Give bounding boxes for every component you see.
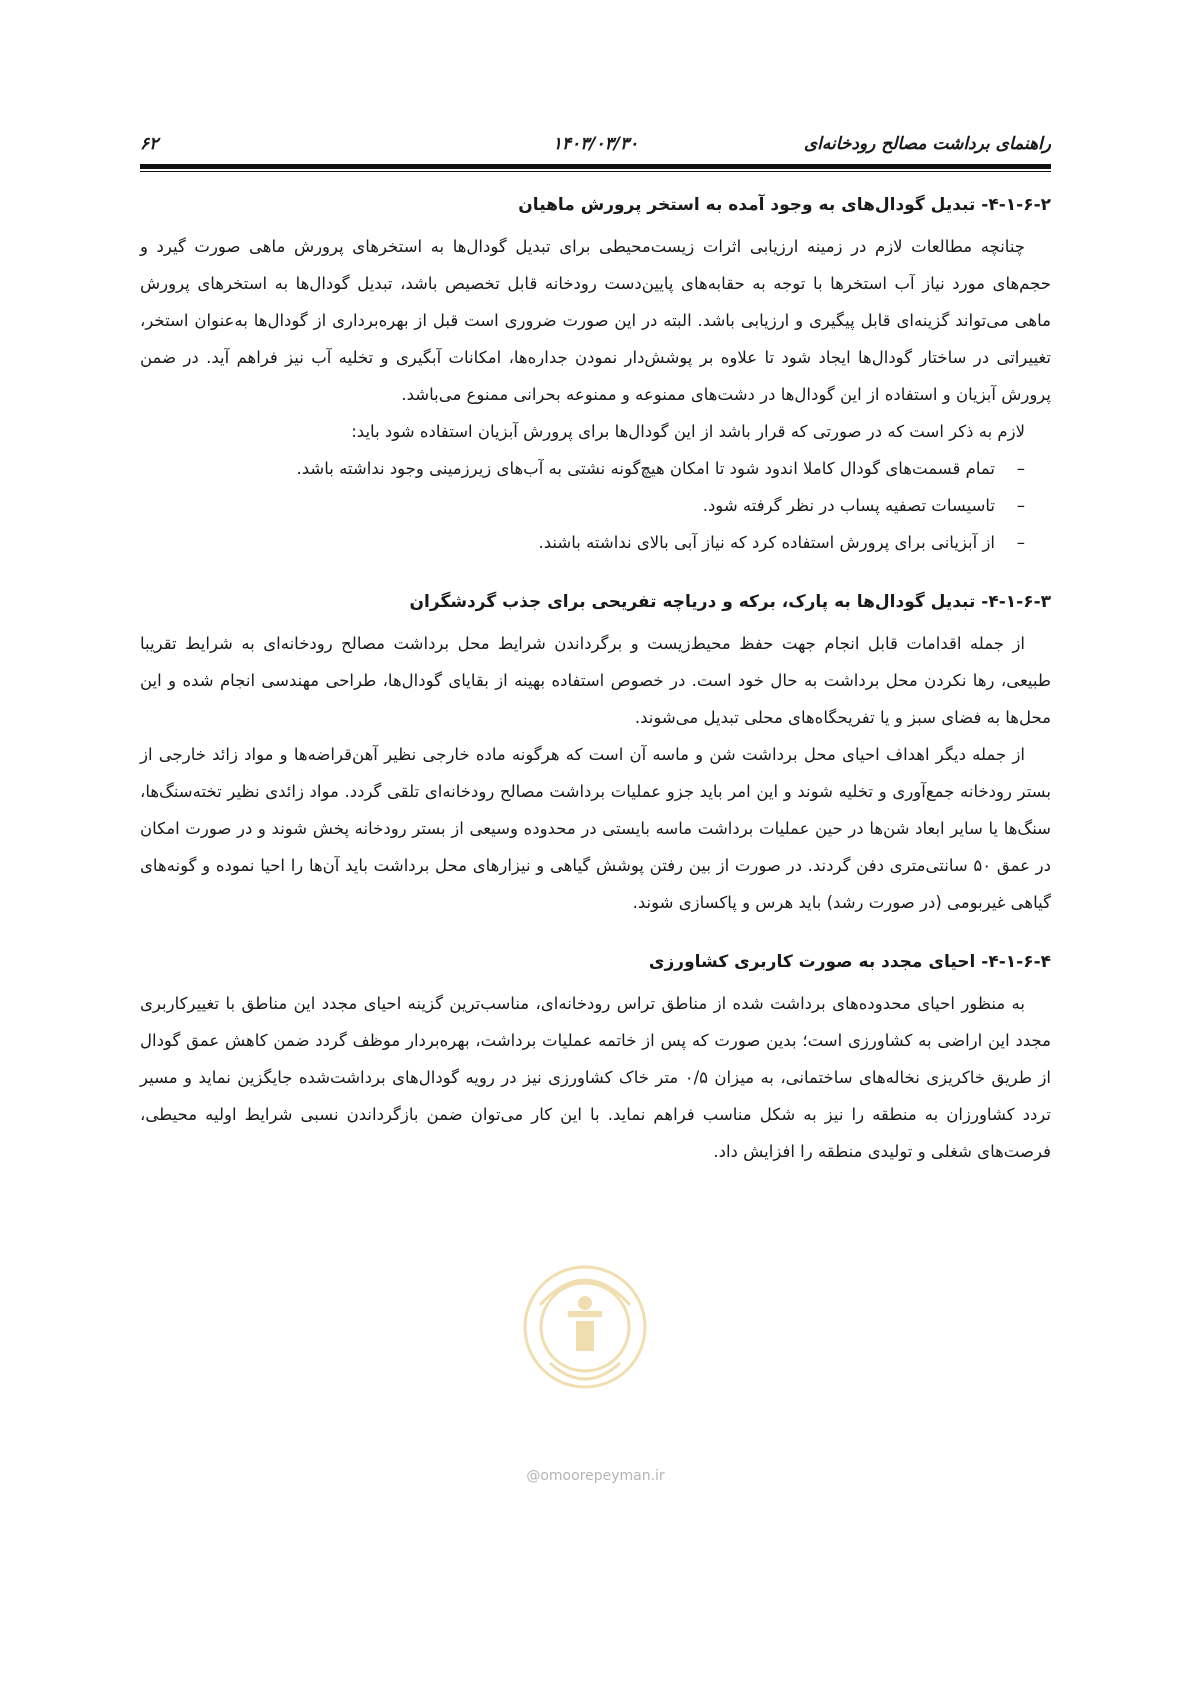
header-date: ۱۴۰۳/۰۳/۳۰: [552, 134, 639, 154]
dash-bullet-icon: –: [1016, 459, 1025, 478]
list-item-text: از آبزیانی برای پرورش استفاده کرد که نیاز آبی بالای نداشته باشند.: [538, 533, 995, 552]
watermark-url: @omoorepeyman.ir: [526, 1468, 665, 1484]
section-heading-recreation: ۴-۱-۶-۳- تبدیل گودال‌ها به پارک، برکه و دریاچه تفریحی برای جذب گردشگران: [409, 592, 1051, 612]
paragraph: چنانچه مطالعات لازم در زمینه ارزیابی اثرات زیست‌محیطی برای تبدیل گودال‌ها به استخرهای پرورش ماهی صورت گیرد و حجم‌های مورد نیاز آب استخرها با توجه به حقابه‌های پایین‌دست رودخانه قابل تخصیص باشد، تبدیل گودال‌ها به استخرهای پرورش ماهی می‌تواند گزینه‌ای قابل پیگیری و ارزیابی باشد. البته در این صورت ضروری است قبل از بهره‌برداری از گودال‌ها به‌عنوان استخر، تغییراتی در ساختار گودال‌ها ایجاد شود تا علاوه بر پوشش‌دار نمودن جداره‌ها، امکانات آبگیری و تخلیه آب نیز فراهم آید. در ضمن پرورش آبزیان و استفاده از این گودال‌ها در دشت‌های ممنوعه و ممنوعه بحرانی ممنوع می‌باشد.: [140, 237, 1051, 404]
dash-bullet-icon: –: [1016, 533, 1025, 552]
page-header: [140, 126, 1051, 166]
list-item-text: تاسیسات تصفیه پساب در نظر گرفته شود.: [702, 496, 995, 515]
list-item: [140, 487, 1025, 524]
section-heading-fish-ponds: ۴-۱-۶-۲- تبدیل گودال‌های به وجود آمده به استخر پرورش ماهیان: [518, 195, 1051, 215]
page-number: ۶۲: [140, 134, 159, 154]
list-item-text: تمام قسمت‌های گودال کاملا اندود شود تا امکان هیچ‌گونه نشتی به آب‌های زیرزمینی وجود نداشته باشد.: [296, 459, 995, 478]
requirements-list: [140, 450, 1051, 561]
header-title: راهنمای برداشت مصالح رودخانه‌ای: [803, 134, 1051, 154]
watermark-seal-icon: [510, 1245, 660, 1410]
list-item: [140, 524, 1025, 561]
page-content: [140, 180, 1051, 1170]
paragraph: لازم به ذکر است که در صورتی که قرار باشد از این گودال‌ها برای پرورش آبزیان استفاده شود باید:: [351, 422, 1025, 441]
paragraph: به منظور احیای محدوده‌های برداشت شده از مناطق تراس رودخانه‌ای، مناسب‌ترین گزینه احیای مجدد این مناطق با تغییرکاربری مجدد این اراضی به کشاورزی است؛ بدین صورت که پس از خاتمه عملیات برداشت، بهره‌بردار موظف گردد ضمن کاهش عمق گودال از طریق خاکریزی نخاله‌های ساختمانی، به میزان ۰/۵ متر خاک کشاورزی نیز در رویه گودال‌های برداشت‌شده جایگزین نماید و مسیر تردد کشاورزان به منطقه را نیز به شکل مناسب فراهم نماید. با این کار می‌توان ضمن بازگرداندن نسبی شرایط اولیه محیطی، فرصت‌های شغلی و تولیدی منطقه را افزایش داد.: [140, 994, 1052, 1161]
paragraph: از جمله دیگر اهداف احیای محل برداشت شن و ماسه آن است که هرگونه ماده خارجی نظیر آهن‌قراضه‌ها و مواد زائد خارجی از بستر رودخانه جمع‌آوری و تخلیه شوند و این امر باید جزو عملیات برداشت مصالح رودخانه‌ای تلقی گردد. مواد زائدی نظیر تخته‌سنگ‌ها، سنگ‌ها یا سایر ابعاد شن‌ها در حین عملیات برداشت ماسه بایستی در محدوده وسیعی از بستر رودخانه پخش شوند و در صورت امکان در عمق ۵۰ سانتی‌متری دفن گردند. در صورت از بین رفتن پوشش گیاهی و نیزارهای محل برداشت باید آن‌ها را احیا نموده و گونه‌های گیاهی غیربومی (در صورت رشد) باید هرس و پاکسازی شوند.: [140, 745, 1051, 912]
header-rule-thin: [140, 171, 1051, 172]
header-rule-thick: [140, 164, 1051, 169]
dash-bullet-icon: –: [1016, 496, 1025, 515]
list-item: [140, 450, 1025, 487]
paragraph: از جمله اقدامات قابل انجام جهت حفظ محیط‌زیست و برگرداندن شرایط محل برداشت مصالح رودخانه‌ای به شرایط تقریبا طبیعی، رها نکردن محل برداشت به حال خود است. در خصوص استفاده بهینه از بقایای گودال‌ها، طراحی مهندسی انجام شده و این محل‌ها به فضای سبز و یا تفریحگاه‌های محلی تبدیل می‌شوند.: [140, 634, 1051, 727]
section-heading-agriculture: ۴-۱-۶-۴- احیای مجدد به صورت کاربری کشاورزی: [648, 952, 1051, 972]
